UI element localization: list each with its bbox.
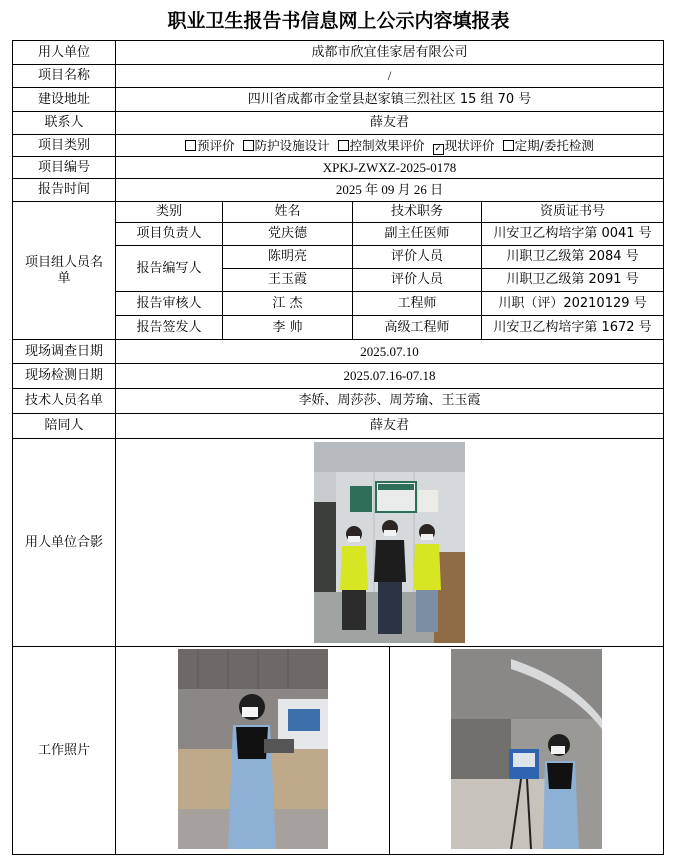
category-option-control[interactable]: 控制效果评价 — [338, 138, 425, 154]
writer-1-title: 评价人员 — [390, 249, 443, 264]
group-photo-label: 用人单位合影 — [24, 534, 103, 550]
employer-value: 成都市欣宜佳家居有限公司 — [311, 44, 468, 60]
contact-value: 薛友君 — [369, 115, 409, 130]
project-no-label: 项目编号 — [37, 159, 90, 175]
form-title: 职业卫生报告书信息网上公示内容填报表 — [167, 10, 510, 32]
checkbox-icon — [503, 140, 514, 151]
test-date-value: 2025.07.16-07.18 — [343, 368, 436, 383]
leader-name: 党庆德 — [267, 226, 307, 241]
project-name-label: 项目名称 — [37, 68, 90, 83]
signer-name: 李 帅 — [272, 319, 303, 335]
leader-title: 副主任医师 — [384, 226, 450, 241]
team-header-cert: 资质证书号 — [539, 204, 605, 219]
team-header-category: 类别 — [155, 204, 182, 219]
team-header-title: 技术职务 — [390, 204, 443, 219]
report-time-label: 报告时间 — [37, 182, 90, 197]
report-time-value: 2025 年 09 月 26 日 — [335, 182, 444, 197]
checkbox-icon — [243, 140, 254, 151]
writer-1-name: 陈明亮 — [267, 249, 307, 264]
checkbox-checked-icon: ✓ — [434, 143, 442, 154]
survey-date-value: 2025.07.10 — [360, 343, 419, 359]
writers-role: 报告编写人 — [136, 260, 202, 276]
companion-value: 薛友君 — [369, 418, 409, 433]
contact-label: 联系人 — [44, 115, 84, 130]
address-label: 建设地址 — [37, 91, 90, 107]
writer-2-title: 评价人员 — [390, 272, 443, 287]
project-name-value: / — [387, 68, 392, 83]
checkbox-icon — [185, 140, 196, 151]
group-photo — [314, 442, 465, 643]
tech-staff-value: 李娇、周莎莎、周芳瑜、王玉霞 — [298, 393, 481, 408]
signer-cert: 川安卫乙构培字第 1672 号 — [493, 319, 652, 335]
category-option-periodic[interactable]: 定期/委托检测 — [503, 138, 594, 154]
category-option-pre[interactable]: 预评价 — [185, 138, 235, 154]
companion-label: 陪同人 — [44, 418, 84, 433]
work-photo-2 — [451, 649, 602, 849]
leader-cert: 川安卫乙构培字第 0041 号 — [493, 226, 652, 241]
checkbox-icon — [338, 140, 349, 151]
writer-2-name: 王玉霞 — [267, 272, 307, 287]
reviewer-role: 报告审核人 — [136, 295, 202, 311]
writer-2-cert: 川职卫乙级第 2091 号 — [506, 272, 639, 287]
category-option-design[interactable]: 防护设施设计 — [243, 138, 330, 154]
category-label: 项目类别 — [37, 137, 90, 153]
employer-label: 用人单位 — [37, 44, 90, 60]
leader-role: 项目负责人 — [136, 226, 202, 241]
work-photo-label: 工作照片 — [37, 742, 90, 758]
team-label: 项目组人员名单 — [24, 254, 103, 286]
reviewer-cert: 川职（评）20210129 号 — [498, 295, 647, 311]
work-photo-1 — [178, 649, 328, 849]
category-option-status[interactable]: ✓ 现状评价 — [434, 137, 495, 154]
survey-date-label: 现场调查日期 — [24, 343, 103, 359]
signer-role: 报告签发人 — [136, 319, 202, 335]
test-date-label: 现场检测日期 — [24, 368, 103, 383]
address-value: 四川省成都市金堂县赵家镇三烈社区 15 组 70 号 — [247, 91, 532, 107]
writer-1-cert: 川职卫乙级第 2084 号 — [506, 249, 639, 264]
reviewer-title: 工程师 — [397, 295, 437, 311]
reviewer-name: 江 杰 — [272, 295, 303, 311]
project-no-value: XPKJ-ZWXZ-2025-0178 — [322, 159, 457, 175]
tech-staff-label: 技术人员名单 — [24, 393, 103, 408]
team-header-name: 姓名 — [274, 204, 301, 219]
category-options — [116, 135, 663, 156]
signer-title: 高级工程师 — [384, 319, 450, 335]
